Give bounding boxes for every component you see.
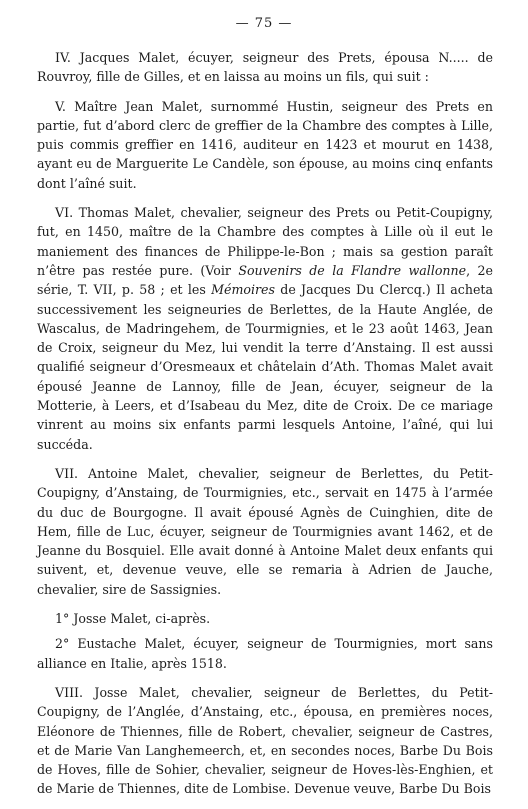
list-item-child-2: [37, 634, 493, 673]
paragraph-generation-vi: [37, 203, 493, 454]
paragraph-text: 2° Eustache Malet, écuyer, seigneur de Tourmignies, mort sans alliance en Italie, après 1518.: [37, 636, 493, 671]
italic-title: Souvenirs de la Flandre wallonne: [238, 262, 467, 278]
paragraph-generation-iv: [37, 48, 493, 87]
paragraph-text: VIII. Josse Malet, chevalier, seigneur de Berlettes, du Petit-Coupigny, de l’Anglée, d’Anstaing, etc., épousa, en premières noces, Eléonore de Thiennes, fille de Robert, chevalier, seigneur de Castres, et de Marie Van Langhemeerch, et, en secondes noces, Barbe Du Bois de Hoves, fille de Sohier, chevalier, seigneur de Hoves-lès-Enghien, et de Marie de Thiennes, dite de Lombise. Devenue veuve, Barbe Du Bois: [37, 684, 493, 797]
paragraph-generation-vii: [37, 464, 493, 599]
paragraph-generation-v: [37, 97, 493, 193]
paragraph-text: de Jacques Du Clercq.) Il acheta successivement les seigneuries de Berlettes, de la Haute Anglée, de Wascalus, de Madringehem, de Tourmignies, et le 23 août 1463, Jean de Croix, seigneur du Mez, lui vendit la terre d’Anstaing. Il est aussi qualifié seigneur d’Oresmeaux et châtelain d’Ath. Thomas Malet avait épousé Jeanne de Lannoy, fille de Jean, écuyer, seigneur de la Motterie, à Leers, et d’Isabeau du Mez, dite de Croix. De ce mariage vinrent au moins six enfants parmi lesquels Antoine, l’aîné, qui lui succéda.: [37, 282, 493, 452]
body-text: [37, 48, 493, 809]
list-item-child-1: [37, 609, 493, 628]
paragraph-text: VI. Thomas Malet, chevalier, seigneur des Prets ou Petit-Coupigny, fut, en 1450, maître de la Chambre des comptes à Lille où il eut le maniement des finances de Philippe-le-Bon ; mais sa gestion paraît n’être pas restée pure. (Voir: [37, 205, 493, 278]
paragraph-text: 1° Josse Malet, ci-après.: [55, 611, 211, 627]
page-number: — 75 —: [235, 16, 293, 31]
paragraph-generation-viii: [37, 683, 493, 799]
italic-title: Mémoires: [211, 282, 275, 298]
paragraph-text: V. Maître Jean Malet, surnommé Hustin, seigneur des Prets en partie, fut d’abord clerc de greffier de la Chambre des comptes à Lille, puis commis greffier en 1416, auditeur en 1423 et mourut en 1438, ayant eu de Marguerite Le Candèle, son épouse, au moins cinq enfants dont l’aîné suit.: [37, 98, 493, 191]
paragraph-text: , 2e série, T. VII, p. 58 ; et les: [37, 262, 494, 298]
paragraph-text: IV. Jacques Malet, écuyer, seigneur des Prets, épousa N..... de Rouvroy, fille de Gilles, et en laissa au moins un fils, qui suit :: [37, 50, 493, 85]
paragraph-text: VII. Antoine Malet, chevalier, seigneur de Berlettes, du Petit-Coupigny, d’Anstaing, de Tourmignies, etc., servait en 1475 à l’armée du duc de Bourgogne. Il avait épousé Agnès de Cuinghien, dite de Hem, fille de Luc, écuyer, seigneur de Tourmignies avant 1462, et de Jeanne du Bosquiel. Elle avait donné à Antoine Malet deux enfants qui suivent, et, devenue veuve, elle se remaria à Adrien de Jauche, chevalier, sire de Sassignies.: [37, 465, 493, 597]
